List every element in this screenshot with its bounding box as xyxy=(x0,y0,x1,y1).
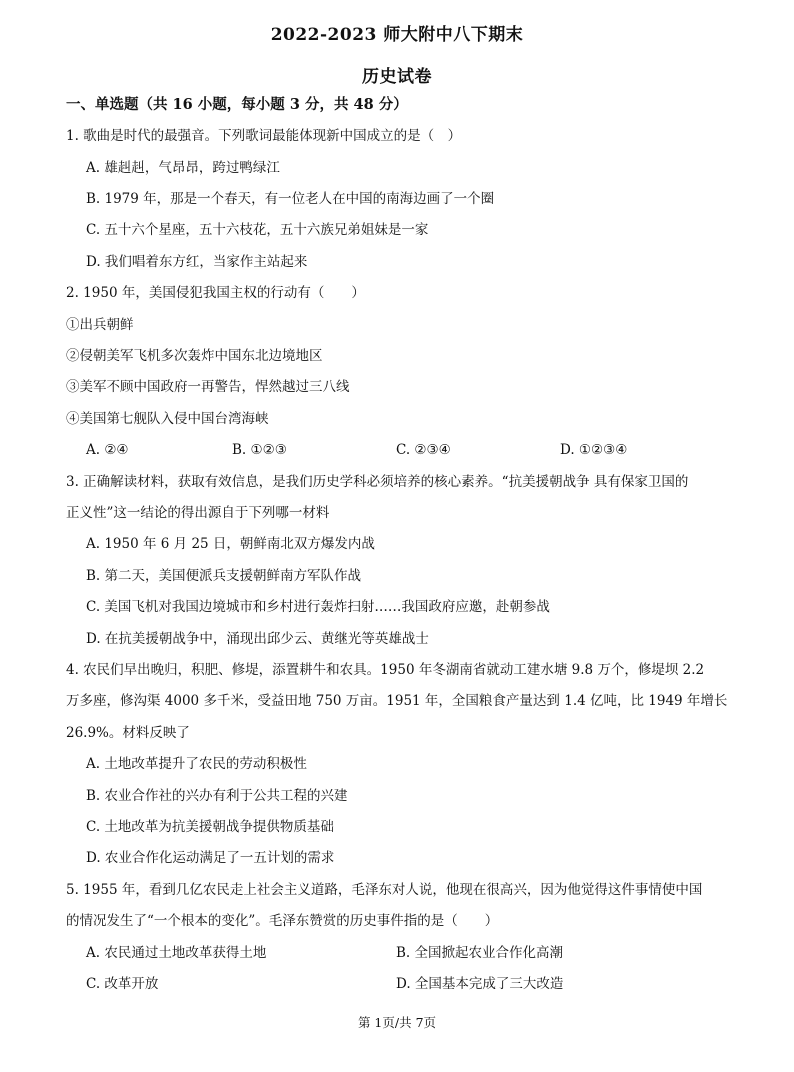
question-4-stem-line1: 4. 农民们早出晚归，积肥、修堤，添置耕牛和农具。1950 年冬湖南省就动工建水塘 9.8 万个，修堤坝 2.2 xyxy=(66,662,705,678)
question-1-option-b: B. 1979 年，那是一个春天，有一位老人在中国的南海边画了一个圈 xyxy=(86,191,495,207)
question-1-option-c: C. 五十六个星座，五十六枝花，五十六族兄弟姐妹是一家 xyxy=(86,222,429,238)
page-number: 第 1页/共 7页 xyxy=(357,1015,437,1030)
question-2-option-c: C. ②③④ xyxy=(396,442,451,458)
question-1-stem: 1. 歌曲是时代的最强音。下列歌词最能体现新中国成立的是（ ） xyxy=(66,128,462,144)
question-3-option-d: D. 在抗美援朝战争中，涌现出邱少云、黄继光等英雄战士 xyxy=(86,631,429,647)
question-1-option-d: D. 我们唱着东方红，当家作主站起来 xyxy=(86,254,308,270)
question-2-statement-4: ④美国第七舰队入侵中国台湾海峡 xyxy=(66,411,269,427)
question-2-statement-1: ①出兵朝鲜 xyxy=(66,317,134,333)
question-3-option-a: A. 1950 年 6 月 25 日，朝鲜南北双方爆发内战 xyxy=(86,536,375,552)
question-4-option-b: B. 农业合作社的兴办有利于公共工程的兴建 xyxy=(86,788,348,804)
question-4-option-d: D. 农业合作化运动满足了一五计划的需求 xyxy=(86,850,335,866)
question-2-option-a: A. ②④ xyxy=(86,442,129,458)
exam-title: 2022-2023 师大附中八下期末 xyxy=(270,25,524,45)
question-5-option-d: D. 全国基本完成了三大改造 xyxy=(396,976,564,992)
question-2-statement-2: ②侵朝美军飞机多次轰炸中国东北边境地区 xyxy=(66,348,323,364)
question-4-stem-line3: 26.9%。材料反映了 xyxy=(66,725,190,741)
question-4-stem-line2: 万多座，修沟渠 4000 多千米，受益田地 750 万亩。1951 年，全国粮食产量达到 1.4 亿吨，比 1949 年增长 xyxy=(66,693,728,709)
exam-subtitle: 历史试卷 xyxy=(362,67,432,87)
question-2-stem: 2. 1950 年，美国侵犯我国主权的行动有（ ） xyxy=(66,285,365,301)
question-3-stem-line1: 3. 正确解读材料，获取有效信息，是我们历史学科必须培养的核心素养。“抗美援朝战争 具有保家卫国的 xyxy=(66,474,689,490)
question-5-stem-line1: 5. 1955 年，看到几亿农民走上社会主义道路，毛泽东对人说，他现在很高兴，因为他觉得这件事情使中国 xyxy=(66,882,703,898)
question-2-option-d: D. ①②③④ xyxy=(560,442,628,458)
question-4-option-a: A. 土地改革提升了农民的劳动积极性 xyxy=(86,756,307,772)
question-3-option-b: B. 第二天，美国便派兵支援朝鲜南方军队作战 xyxy=(86,568,362,584)
question-5-option-b: B. 全国掀起农业合作化高潮 xyxy=(396,945,564,961)
question-5-stem-line2: 的情况发生了“一个根本的变化”。毛泽东赞赏的历史事件指的是（ ） xyxy=(66,913,499,929)
question-5-option-c: C. 改革开放 xyxy=(86,976,159,992)
question-3-option-c: C. 美国飞机对我国边境城市和乡村进行轰炸扫射……我国政府应邀，赴朝参战 xyxy=(86,599,550,615)
question-2-option-b: B. ①②③ xyxy=(232,442,287,458)
question-3-stem-line2: 正义性”这一结论的得出源自于下列哪一材料 xyxy=(66,505,330,521)
question-4-option-c: C. 土地改革为抗美援朝战争提供物质基础 xyxy=(86,819,334,835)
question-2-statement-3: ③美军不顾中国政府一再警告，悍然越过三八线 xyxy=(66,379,350,395)
question-1-option-a: A. 雄赳赳，气昂昂，跨过鸭绿江 xyxy=(86,160,280,176)
section-heading: 一、单选题（共 16 小题，每小题 3 分，共 48 分） xyxy=(66,96,408,113)
question-5-option-a: A. 农民通过土地改革获得土地 xyxy=(86,945,267,961)
